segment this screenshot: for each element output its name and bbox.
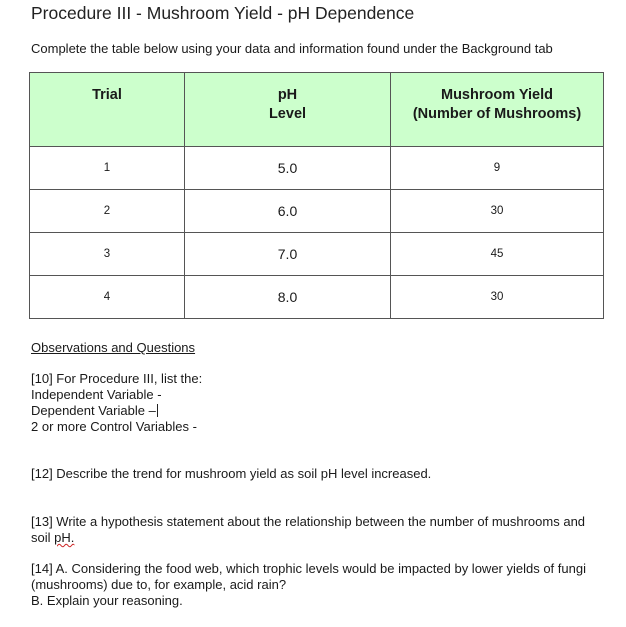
q10-control-variables: 2 or more Control Variables -: [31, 419, 197, 434]
q10-dependent-line: [31, 403, 202, 419]
q10-independent-variable: Independent Variable -: [31, 387, 162, 402]
table-row: [30, 190, 604, 233]
yield-cell[interactable]: 9: [391, 147, 604, 190]
yield-table: [29, 72, 604, 319]
header-ph-line2: Level: [268, 106, 307, 122]
observations-heading: Observations and Questions: [31, 340, 196, 355]
q10-prompt: [10] For Procedure III, list the:: [31, 371, 203, 386]
page-title: Procedure III - Mushroom Yield - pH Dependence: [31, 3, 415, 23]
table-header-row: [30, 73, 604, 147]
question-10[interactable]: [31, 371, 202, 435]
text-cursor: [157, 404, 158, 417]
table-row: [30, 147, 604, 190]
yield-cell[interactable]: 45: [391, 233, 604, 276]
question-14[interactable]: [31, 561, 601, 609]
header-yield-line2: (Number of Mushrooms): [412, 106, 582, 122]
header-trial-label: Trial: [92, 87, 122, 103]
q13-spellcheck-word: pH.: [54, 530, 75, 545]
trial-cell[interactable]: 2: [30, 190, 185, 233]
question-13[interactable]: [31, 514, 601, 546]
header-ph-line1: pH: [277, 87, 298, 103]
trial-cell[interactable]: 1: [30, 147, 185, 190]
ph-cell[interactable]: 6.0: [185, 190, 391, 233]
q10-dependent-variable: Dependent Variable –: [31, 403, 156, 418]
ph-cell[interactable]: 8.0: [185, 276, 391, 319]
table-row: [30, 233, 604, 276]
q13-text: [13] Write a hypothesis statement about the relationship between the number of mushrooms and soil: [31, 514, 586, 545]
trial-cell[interactable]: 4: [30, 276, 185, 319]
header-yield-line1: Mushroom Yield: [441, 87, 553, 103]
q14-part-b: B. Explain your reasoning.: [31, 593, 183, 608]
trial-cell[interactable]: 3: [30, 233, 185, 276]
header-ph-level: [185, 73, 391, 147]
ph-cell[interactable]: 5.0: [185, 147, 391, 190]
q14-part-a: [14] A. Considering the food web, which trophic levels would be impacted by lower yields of fungi (mushrooms) due to, for example, acid rain?: [31, 561, 586, 592]
question-12[interactable]: [12] Describe the trend for mushroom yield as soil pH level increased.: [31, 466, 432, 481]
instructions-text: Complete the table below using your data and information found under the Background tab: [31, 41, 553, 56]
header-trial: [30, 73, 185, 147]
header-mushroom-yield: [391, 73, 604, 147]
yield-cell[interactable]: 30: [391, 190, 604, 233]
table-row: [30, 276, 604, 319]
yield-cell[interactable]: 30: [391, 276, 604, 319]
ph-cell[interactable]: 7.0: [185, 233, 391, 276]
